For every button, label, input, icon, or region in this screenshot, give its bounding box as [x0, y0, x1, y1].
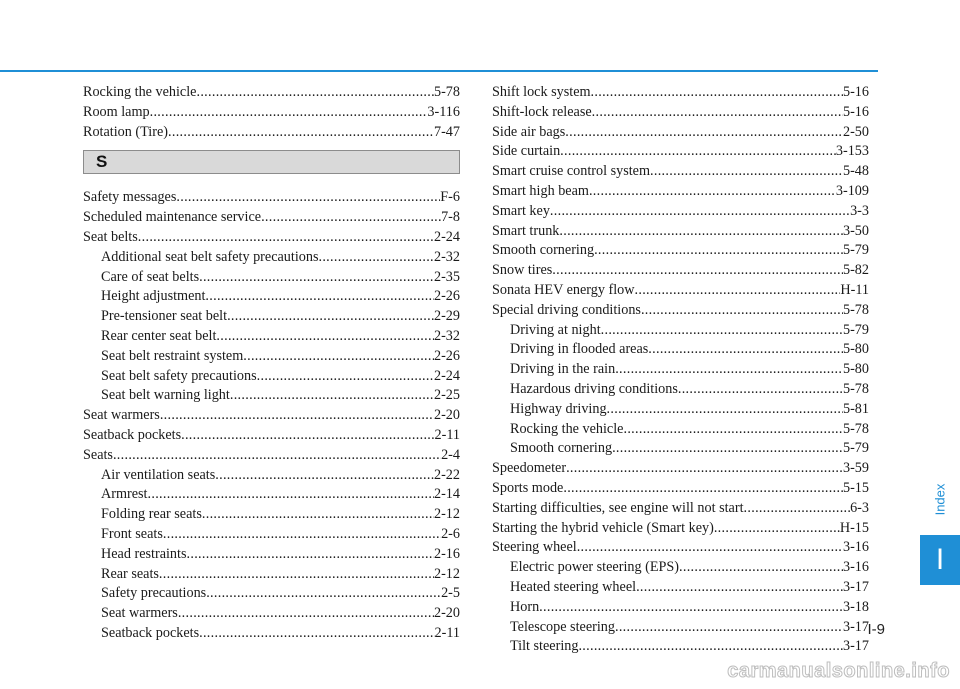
- entry-page: 2-16: [433, 545, 460, 562]
- dot-leader: [168, 123, 434, 143]
- dot-leader: [578, 637, 843, 657]
- dot-leader: [138, 228, 434, 248]
- dot-leader: [607, 400, 843, 420]
- entry-page: 2-32: [433, 327, 460, 344]
- dot-leader: [679, 558, 843, 578]
- entry-page: 5-78: [842, 420, 869, 437]
- entry-term: Sonata HEV energy flow: [492, 281, 635, 298]
- dot-leader: [591, 83, 843, 103]
- entry-page: 3-17: [842, 618, 869, 635]
- dot-leader: [648, 340, 843, 360]
- entry-page: 2-11: [434, 624, 460, 641]
- entry-term: Driving in the rain: [510, 361, 616, 378]
- entry-term: Rocking the vehicle: [510, 420, 624, 437]
- dot-leader: [187, 545, 434, 565]
- index-subentry: [83, 525, 460, 545]
- dot-leader: [636, 578, 843, 598]
- entry-page: 5-16: [842, 103, 869, 120]
- dot-leader: [202, 505, 434, 525]
- dot-leader: [113, 446, 441, 466]
- entry-page: 5-79: [842, 242, 869, 259]
- entry-term: Seatback pockets: [101, 624, 200, 641]
- dot-leader: [589, 182, 836, 202]
- dot-leader: [199, 624, 434, 644]
- entry-term: Front seats: [101, 525, 163, 542]
- entry-term: Starting the hybrid vehicle (Smart key): [492, 519, 714, 536]
- entry-page: 5-48: [842, 163, 869, 180]
- entry-page: 2-6: [441, 525, 460, 542]
- index-subentry: [83, 545, 460, 565]
- entry-page: 2-12: [433, 506, 460, 523]
- entry-term: Shift-lock release: [492, 103, 592, 120]
- index-subentry: [492, 340, 869, 360]
- index-entry: [83, 406, 460, 426]
- dot-leader: [560, 142, 836, 162]
- dot-leader: [678, 380, 843, 400]
- dot-leader: [206, 584, 441, 604]
- index-subentry: [492, 380, 869, 400]
- entry-page: 2-20: [433, 407, 460, 424]
- entry-page: 2-22: [433, 466, 460, 483]
- entry-term: Special driving conditions: [492, 301, 641, 318]
- entry-term: Rocking the vehicle: [83, 84, 197, 100]
- entry-term: Pre-tensioner seat belt: [101, 308, 228, 325]
- index-tab-letter: I: [935, 543, 945, 576]
- entry-term: Folding rear seats: [101, 506, 202, 523]
- index-entry: [492, 261, 869, 281]
- entry-term: Shift lock system: [492, 84, 591, 100]
- index-entry: [83, 123, 460, 143]
- dot-leader: [150, 103, 428, 123]
- index-entry: [492, 519, 869, 539]
- entry-term: Heated steering wheel: [510, 578, 637, 595]
- entry-page: F-6: [440, 189, 460, 206]
- entry-page: 7-8: [441, 209, 460, 226]
- entry-page: 3-50: [842, 222, 869, 239]
- index-subentry: [83, 505, 460, 525]
- index-subentry: [83, 604, 460, 624]
- dot-leader: [160, 406, 434, 426]
- entry-term: Additional seat belt safety precautions: [101, 248, 319, 265]
- entry-term: Driving in flooded areas: [510, 341, 649, 358]
- dot-leader: [601, 321, 843, 341]
- index-subentry: [83, 466, 460, 486]
- dot-leader: [615, 360, 843, 380]
- index-column-right: [492, 83, 869, 657]
- entry-page: 2-26: [433, 347, 460, 364]
- entry-term: Electric power steering (EPS): [510, 559, 680, 576]
- entry-list: [492, 83, 869, 657]
- index-subentry: [83, 248, 460, 268]
- index-subentry: [83, 386, 460, 406]
- index-subentry: [492, 321, 869, 341]
- entry-term: Snow tires: [492, 262, 553, 279]
- entry-term: Seat belt warning light: [101, 387, 230, 404]
- index-entry: [492, 222, 869, 242]
- entry-term: Smooth cornering: [492, 242, 595, 259]
- entry-term: Highway driving: [510, 400, 607, 417]
- index-entry: [492, 301, 869, 321]
- entry-page: H-11: [840, 281, 869, 298]
- dot-leader: [641, 301, 843, 321]
- entry-term: Seatback pockets: [83, 426, 182, 443]
- entry-page: 2-12: [433, 565, 460, 582]
- index-entry: [492, 479, 869, 499]
- entry-page: 2-11: [434, 426, 460, 443]
- index-entry: [492, 83, 869, 103]
- entry-page: 3-17: [842, 638, 869, 655]
- index-subentry: [492, 618, 869, 638]
- entry-term: Safety precautions: [101, 585, 207, 602]
- dot-leader: [176, 188, 440, 208]
- entry-page: 2-32: [433, 248, 460, 265]
- entry-page: 5-78: [842, 380, 869, 397]
- entry-page: 2-25: [433, 387, 460, 404]
- dot-leader: [257, 367, 434, 387]
- entry-page: 3-16: [842, 559, 869, 576]
- dot-leader: [635, 281, 841, 301]
- index-subentry: [83, 347, 460, 367]
- entry-page: 5-78: [842, 301, 869, 318]
- index-entry: [492, 162, 869, 182]
- page-number: I-9: [867, 621, 885, 638]
- entry-page: 3-16: [842, 539, 869, 556]
- entry-page: 3-153: [835, 143, 869, 160]
- dot-leader: [159, 565, 434, 585]
- dot-leader: [196, 83, 434, 103]
- entry-page: 2-50: [842, 123, 869, 140]
- dot-leader: [318, 248, 434, 268]
- index-subentry: [83, 307, 460, 327]
- entry-term: Rear center seat belt: [101, 327, 217, 344]
- entry-term: Driving at night: [510, 321, 601, 338]
- dot-leader: [205, 287, 434, 307]
- entry-term: Care of seat belts: [101, 268, 200, 285]
- entry-term: Side air bags: [492, 123, 566, 140]
- index-entry: [492, 459, 869, 479]
- entry-term: Rear seats: [101, 565, 159, 582]
- index-tab-label: Index: [932, 483, 948, 516]
- entry-page: 2-14: [433, 486, 460, 503]
- entry-list: [83, 83, 460, 142]
- watermark: carmanualsonline.info: [727, 660, 950, 682]
- index-subentry: [83, 624, 460, 644]
- dot-leader: [594, 241, 843, 261]
- index-entry: [83, 228, 460, 248]
- entry-page: 5-79: [842, 321, 869, 338]
- entry-page: 2-5: [441, 585, 460, 602]
- entry-term: Smart high beam: [492, 182, 589, 199]
- entry-page: 7-47: [433, 123, 460, 140]
- section-letter: S: [96, 152, 108, 172]
- dot-leader: [714, 519, 840, 539]
- dot-leader: [163, 525, 441, 545]
- entry-term: Side curtain: [492, 143, 561, 160]
- index-entry: [492, 241, 869, 261]
- index-entry: [492, 499, 869, 519]
- entry-term: Sports mode: [492, 479, 564, 496]
- entry-term: Hazardous driving conditions: [510, 380, 678, 397]
- entry-term: Height adjustment: [101, 288, 206, 305]
- index-subentry: [83, 327, 460, 347]
- index-subentry: [492, 578, 869, 598]
- entry-term: Seats: [83, 446, 113, 463]
- entry-page: 2-26: [433, 288, 460, 305]
- dot-leader: [552, 261, 843, 281]
- index-subentry: [83, 268, 460, 288]
- dot-leader: [623, 420, 843, 440]
- entry-page: 2-20: [433, 605, 460, 622]
- index-entry: [83, 426, 460, 446]
- entry-page: 3-59: [842, 460, 869, 477]
- entry-page: 6-3: [850, 499, 869, 516]
- entry-page: 5-80: [842, 361, 869, 378]
- entry-page: 5-16: [842, 84, 869, 100]
- index-subentry: [83, 367, 460, 387]
- entry-page: 3-109: [835, 182, 869, 199]
- entry-list: [83, 188, 460, 643]
- entry-term: Seat warmers: [83, 407, 160, 424]
- entry-page: 2-24: [433, 228, 460, 245]
- index-subentry: [492, 439, 869, 459]
- index-entry: [492, 142, 869, 162]
- entry-page: 5-81: [842, 400, 869, 417]
- entry-page: 3-3: [850, 202, 869, 219]
- entry-term: Scheduled maintenance service: [83, 209, 262, 226]
- dot-leader: [744, 499, 851, 519]
- dot-leader: [243, 347, 434, 367]
- entry-page: 2-4: [441, 446, 460, 463]
- entry-page: H-15: [839, 519, 869, 536]
- index-subentry: [492, 400, 869, 420]
- dot-leader: [612, 439, 843, 459]
- index-subentry: [83, 584, 460, 604]
- dot-leader: [650, 162, 843, 182]
- dot-leader: [563, 479, 843, 499]
- dot-leader: [178, 604, 434, 624]
- index-subentry: [83, 287, 460, 307]
- index-entry: [83, 208, 460, 228]
- entry-page: 3-17: [842, 578, 869, 595]
- entry-page: 5-78: [433, 84, 460, 100]
- index-entry: [492, 123, 869, 143]
- entry-page: 5-82: [842, 262, 869, 279]
- dot-leader: [230, 386, 434, 406]
- entry-term: Room lamp: [83, 103, 150, 120]
- dot-leader: [565, 123, 843, 143]
- entry-term: Horn: [510, 598, 540, 615]
- index-entry: [492, 202, 869, 222]
- index-column-left: [83, 83, 460, 644]
- index-subentry: [492, 598, 869, 618]
- index-subentry: [492, 558, 869, 578]
- entry-term: Speedometer: [492, 460, 567, 477]
- entry-term: Head restraints: [101, 545, 187, 562]
- index-entry: [83, 188, 460, 208]
- entry-term: Seat belts: [83, 228, 138, 245]
- dot-leader: [227, 307, 434, 327]
- entry-page: 2-24: [433, 367, 460, 384]
- section-header-s: [83, 150, 460, 174]
- entry-term: Rotation (Tire): [83, 123, 168, 140]
- entry-page: 3-18: [842, 598, 869, 615]
- dot-leader: [216, 327, 434, 347]
- entry-page: 3-116: [427, 103, 460, 120]
- index-entry: [83, 103, 460, 123]
- index-entry: [492, 538, 869, 558]
- entry-term: Seat belt safety precautions: [101, 367, 257, 384]
- entry-page: 5-80: [842, 341, 869, 358]
- index-subentry: [83, 565, 460, 585]
- dot-leader: [592, 103, 843, 123]
- entry-term: Smart trunk: [492, 222, 560, 239]
- entry-term: Steering wheel: [492, 539, 577, 556]
- entry-term: Smooth cornering: [510, 440, 613, 457]
- dot-leader: [261, 208, 441, 228]
- index-subentry: [83, 485, 460, 505]
- entry-term: Tilt steering: [510, 638, 579, 655]
- entry-page: 5-15: [842, 479, 869, 496]
- index-tab: [920, 535, 960, 585]
- dot-leader: [199, 268, 434, 288]
- index-entry: [492, 281, 869, 301]
- index-entry: [492, 103, 869, 123]
- dot-leader: [215, 466, 434, 486]
- entry-page: 5-79: [842, 440, 869, 457]
- dot-leader: [577, 538, 843, 558]
- index-entry: [492, 182, 869, 202]
- entry-term: Safety messages: [83, 189, 177, 206]
- dot-leader: [550, 202, 850, 222]
- entry-term: Armrest: [101, 486, 148, 503]
- entry-term: Air ventilation seats: [101, 466, 216, 483]
- entry-term: Starting difficulties, see engine will not start: [492, 499, 744, 516]
- top-rule: [0, 70, 878, 72]
- dot-leader: [539, 598, 843, 618]
- index-subentry: [492, 420, 869, 440]
- dot-leader: [566, 459, 843, 479]
- index-entry: [83, 446, 460, 466]
- index-subentry: [492, 360, 869, 380]
- dot-leader: [559, 222, 843, 242]
- index-entry: [83, 83, 460, 103]
- index-subentry: [492, 637, 869, 657]
- entry-term: Smart key: [492, 202, 550, 219]
- entry-term: Telescope steering: [510, 618, 615, 635]
- dot-leader: [181, 426, 434, 446]
- entry-page: 2-29: [433, 308, 460, 325]
- dot-leader: [148, 485, 434, 505]
- entry-page: 2-35: [433, 268, 460, 285]
- entry-term: Smart cruise control system: [492, 163, 651, 180]
- entry-term: Seat warmers: [101, 605, 178, 622]
- dot-leader: [615, 618, 843, 638]
- entry-term: Seat belt restraint system: [101, 347, 244, 364]
